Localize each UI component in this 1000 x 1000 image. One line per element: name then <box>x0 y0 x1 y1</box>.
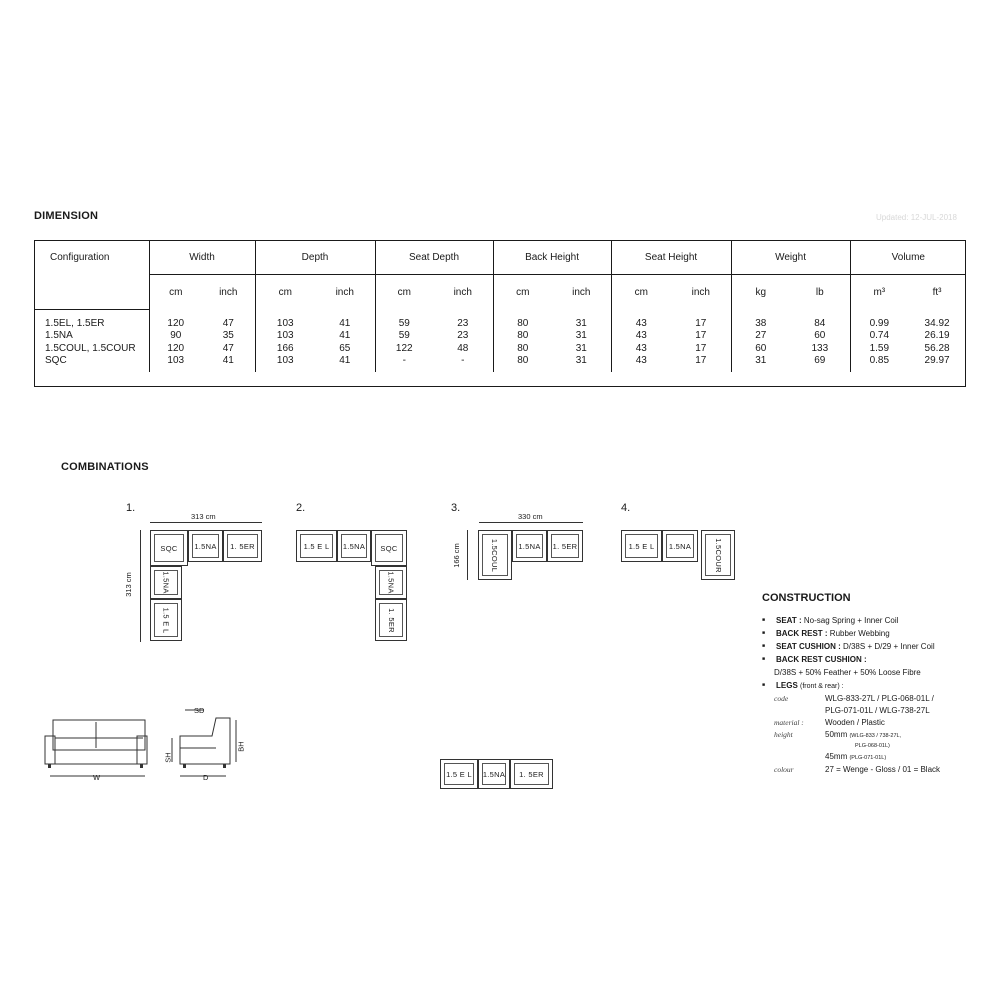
piece-1-5na <box>188 530 223 562</box>
combination-3-height: 166 cm <box>451 543 461 568</box>
back-rest-cushion-value: D/38S + 50% Feather + 50% Loose Fibre <box>774 668 921 677</box>
value-cell: 31 <box>575 342 587 354</box>
legs-colour-row <box>762 764 992 776</box>
piece-label: 1.5COUR <box>713 537 723 573</box>
back-rest-value: Rubber Webbing <box>829 629 890 638</box>
unit-cell: ft³ <box>932 286 942 298</box>
value-cell: 1.59 <box>850 343 908 356</box>
header-volume: Volume <box>850 240 966 275</box>
dimension-line <box>140 530 141 642</box>
piece-sqc <box>150 530 188 566</box>
value-cell: 17 <box>695 342 707 354</box>
legs-material-row <box>762 717 992 729</box>
value-cell: 35 <box>222 330 234 342</box>
back-rest-cushion-label: BACK REST CUSHION : <box>776 655 867 664</box>
value-cell: 47 <box>222 317 234 329</box>
combination-3-number: 3. <box>451 502 461 514</box>
unit-cell: inch <box>691 286 710 298</box>
piece-1-5el <box>621 530 662 562</box>
unit-cell: inch <box>572 286 591 298</box>
legs-note: (front & rear) : <box>800 683 844 690</box>
value-cell: 48 <box>457 342 469 354</box>
unit-cell: cm <box>493 275 552 310</box>
value-cell: 41 <box>339 317 351 329</box>
unit-cell: cm <box>375 275 433 310</box>
value-cell: 23 <box>457 330 469 342</box>
sofa-sketch <box>40 700 250 790</box>
header-seat-height: Seat Height <box>611 240 731 275</box>
piece-label: 1.5 E L <box>303 541 330 551</box>
unit-cell: inch <box>453 286 472 298</box>
combination-3-width: 330 cm <box>518 512 543 521</box>
header-weight: Weight <box>731 240 850 275</box>
value-cell: 103 <box>255 355 315 372</box>
dimension-title: DIMENSION <box>34 210 99 222</box>
height-note-3: (PLG-071-01L) <box>849 755 887 761</box>
value-cell: 80 <box>493 330 552 343</box>
value-cell: 59 <box>375 330 433 343</box>
value-cell: 80 <box>493 343 552 356</box>
unit-cell: inch <box>219 286 238 298</box>
seat-value: No-sag Spring + Inner Coil <box>803 616 899 625</box>
config-cell: 1.5EL, 1.5ER <box>45 317 105 329</box>
piece-label: SQC <box>160 543 178 553</box>
piece-1-5er <box>510 759 553 789</box>
sketch-label-sh: SH <box>163 752 173 763</box>
piece-1-5na <box>150 566 182 599</box>
header-depth: Depth <box>255 240 375 275</box>
piece-1-5na <box>375 566 407 599</box>
table-row <box>34 355 966 372</box>
value-cell: 29.97 <box>924 355 950 367</box>
value-cell: 23 <box>457 317 469 329</box>
piece-label: SQC <box>380 543 398 553</box>
piece-1-5er <box>547 530 583 562</box>
piece-label: 1.5 E L <box>628 541 655 551</box>
value-cell: 166 <box>255 343 315 356</box>
piece-label: 1.5 E L <box>161 607 171 633</box>
value-cell: - <box>461 355 465 367</box>
value-cell: 38 <box>731 309 790 330</box>
header-back-height: Back Height <box>493 240 611 275</box>
height-label: height <box>774 730 793 739</box>
piece-label: 1.5NA <box>161 571 171 594</box>
unit-cell: lb <box>815 286 824 298</box>
units-row <box>34 275 966 310</box>
unit-cell: cm <box>149 275 202 310</box>
piece-1-5el <box>150 599 182 641</box>
header-configuration: Configuration <box>34 240 149 309</box>
config-cell: 1.5NA <box>45 330 73 342</box>
piece-label: 1. 5ER <box>230 541 255 551</box>
value-cell: 41 <box>339 355 351 367</box>
value-cell: 65 <box>339 342 351 354</box>
piece-1-5er <box>223 530 262 562</box>
value-cell: 41 <box>339 330 351 342</box>
piece-1-5el <box>296 530 337 562</box>
value-cell: 56.28 <box>924 342 950 354</box>
piece-1-5na <box>662 530 698 562</box>
value-cell: 80 <box>493 309 552 330</box>
header-row <box>34 240 966 275</box>
value-cell: 34.92 <box>924 317 950 329</box>
combination-1-number: 1. <box>126 502 136 514</box>
combination-1-height: 313 cm <box>123 572 133 597</box>
value-cell: 31 <box>575 330 587 342</box>
piece-1-5na <box>512 530 547 562</box>
legs-code-row-2 <box>762 705 992 717</box>
config-cell: SQC <box>45 355 67 367</box>
unit-cell: cm <box>611 275 671 310</box>
construction-seat-cushion <box>762 640 992 653</box>
construction-section <box>762 592 992 776</box>
value-cell: 31 <box>575 317 587 329</box>
code-value-1: WLG-833-27L / PLG-068-01L / <box>825 694 934 703</box>
combination-4-number: 4. <box>621 502 631 514</box>
height-note-2: PLG-068-01L) <box>855 743 890 749</box>
value-cell: 0.99 <box>850 309 908 330</box>
piece-label: 1.5 E L <box>446 769 472 779</box>
piece-1-5na <box>478 759 510 789</box>
colour-value: 27 = Wenge - Gloss / 01 = Black <box>825 765 941 774</box>
value-cell: 17 <box>695 355 707 367</box>
seat-label: SEAT : <box>776 616 802 625</box>
sketch-label-d: D <box>203 773 209 782</box>
value-cell: 120 <box>149 343 202 356</box>
seat-cushion-label: SEAT CUSHION : <box>776 642 841 651</box>
value-cell: 0.85 <box>850 355 908 372</box>
value-cell: 120 <box>149 309 202 330</box>
value-cell: 133 <box>811 342 829 354</box>
value-cell: 27 <box>731 330 790 343</box>
value-cell: 59 <box>375 309 433 330</box>
value-cell: 47 <box>222 342 234 354</box>
value-cell: 17 <box>695 317 707 329</box>
seat-cushion-value: D/38S + D/29 + Inner Coil <box>842 642 935 651</box>
legs-code-row <box>762 693 992 705</box>
dimension-line <box>479 522 583 523</box>
back-rest-label: BACK REST : <box>776 629 828 638</box>
unit-cell: m³ <box>850 275 908 310</box>
value-cell: 26.19 <box>924 330 950 342</box>
value-cell: 43 <box>611 343 671 356</box>
sketch-label-bh: BH <box>236 741 246 752</box>
colour-label: colour <box>774 765 794 774</box>
header-seat-depth: Seat Depth <box>375 240 493 275</box>
unit-cell: cm <box>255 275 315 310</box>
construction-title: CONSTRUCTION <box>762 592 851 604</box>
unit-cell: kg <box>731 275 790 310</box>
code-value-2: PLG-071-01L / WLG-738-27L <box>825 706 930 715</box>
legs-height-row <box>762 729 992 742</box>
value-cell: 31 <box>575 355 587 367</box>
value-cell: 43 <box>611 330 671 343</box>
dimension-line <box>150 522 262 523</box>
piece-label: 1. 5ER <box>519 769 544 779</box>
combinations-title: COMBINATIONS <box>61 461 149 473</box>
piece-label: 1.5NA <box>194 541 217 551</box>
unit-cell: inch <box>335 286 354 298</box>
piece-label: 1.5NA <box>518 541 541 551</box>
piece-label: 1.5NA <box>482 769 506 779</box>
material-value: Wooden / Plastic <box>825 718 885 727</box>
value-cell: - <box>375 355 433 372</box>
value-cell: 69 <box>814 355 826 367</box>
piece-1-5el <box>440 759 478 789</box>
value-cell: 31 <box>731 355 790 372</box>
construction-back-rest <box>762 627 992 640</box>
piece-label: 1.5NA <box>386 571 396 594</box>
config-cell: 1.5COUL, 1.5COUR <box>45 342 136 354</box>
piece-label: 1.5NA <box>668 541 692 551</box>
piece-sqc <box>371 530 407 566</box>
value-cell: 84 <box>814 317 826 329</box>
value-cell: 0.74 <box>850 330 908 343</box>
value-cell: 60 <box>814 330 826 342</box>
piece-1-5er <box>375 599 407 641</box>
height-value-2: 45mm <box>825 752 848 761</box>
faint-note: Updated: 12-JUL-2018 <box>876 213 957 222</box>
value-cell: 43 <box>611 309 671 330</box>
legs-height-row-2 <box>762 751 992 764</box>
table-row <box>34 309 966 330</box>
dimension-line <box>467 530 468 580</box>
height-note-1: (WLG-833 / 738-27L, <box>849 733 902 739</box>
piece-1-5cour <box>701 530 735 580</box>
table-row <box>34 330 966 343</box>
value-cell: 103 <box>149 355 202 372</box>
sketch-label-sd: SD <box>194 706 205 715</box>
value-cell: 122 <box>375 343 433 356</box>
value-cell: 43 <box>611 355 671 372</box>
value-cell: 41 <box>222 355 234 367</box>
dimension-table <box>34 240 966 372</box>
legs-label: LEGS <box>776 681 798 690</box>
value-cell: 90 <box>149 330 202 343</box>
piece-label: 1.5COUL <box>490 538 500 572</box>
construction-back-rest-cushion <box>762 653 992 666</box>
combination-2-number: 2. <box>296 502 306 514</box>
value-cell: 103 <box>255 330 315 343</box>
piece-1-5na <box>337 530 371 562</box>
piece-label: 1. 5ER <box>552 541 578 551</box>
piece-label: 1.5NA <box>342 541 366 551</box>
combination-1-width: 313 cm <box>191 512 216 521</box>
header-width: Width <box>149 240 255 275</box>
dimension-table-body <box>34 309 966 372</box>
piece-1-5coul <box>478 530 512 580</box>
value-cell: 103 <box>255 309 315 330</box>
construction-seat <box>762 614 992 627</box>
value-cell: 17 <box>695 330 707 342</box>
code-label: code <box>774 694 789 703</box>
value-cell: 80 <box>493 355 552 372</box>
height-value-1: 50mm <box>825 730 848 739</box>
construction-legs <box>762 679 992 693</box>
sketch-label-w: W <box>93 773 101 782</box>
value-cell: 60 <box>731 343 790 356</box>
piece-label: 1. 5ER <box>386 607 396 633</box>
material-label: material : <box>774 718 804 727</box>
table-row <box>34 343 966 356</box>
